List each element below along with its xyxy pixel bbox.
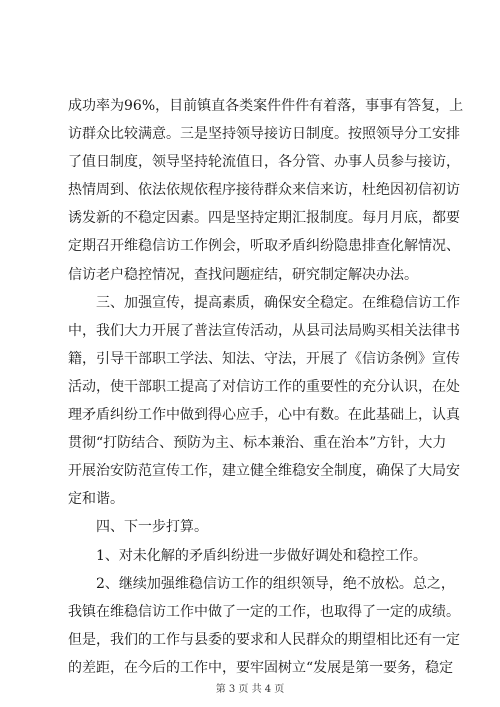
text-line: 的差距，在今后的工作中，要牢固树立“发展是第一要务，稳定: [68, 659, 454, 676]
text-line: 定和谐。: [68, 491, 124, 508]
text-line: 定期召开维稳信访工作例会，听取矛盾纠纷隐患排查化解情况、: [68, 238, 460, 255]
text-line: 热情周到、依法依规依程序接待群众来信来访，杜绝因初信初访: [68, 182, 460, 199]
text-line: 三、加强宣传，提高素质，确保安全稳定。在维稳信访工作: [96, 294, 460, 311]
text-line: 2、继续加强维稳信访工作的组织领导，绝不放松。总之，: [96, 575, 455, 592]
text-line: 开展治安防范宣传工作，建立健全维稳安全制度，确保了大局安: [68, 463, 460, 480]
text-line: 理矛盾纠纷工作中做到得心应手，心中有数。在此基础上，认真: [68, 407, 460, 424]
text-line: 但是，我们的工作与县委的要求和人民群众的期望相比还有一定: [68, 631, 460, 648]
text-line: 四、下一步打算。: [96, 519, 208, 536]
text-line: 成功率为96%，目前镇直各类案件件件有着落，事事有答复，上: [68, 98, 464, 114]
text-line: 籍，引导干部职工学法、知法、守法，开展了《信访条例》宣传: [68, 350, 460, 367]
text-line: 诱发新的不稳定因素。四是坚持定期汇报制度。每月月底，都要: [68, 210, 460, 227]
text-line: 访群众比较满意。三是坚持领导接访日制度。按照领导分工安排: [68, 126, 460, 143]
text-line: 信访老户稳控情况，查找问题症结，研究制定解决办法。: [68, 266, 418, 283]
text-line: 贯彻“打防结合、预防为主、标本兼治、重在治本”方针，大力: [68, 435, 447, 452]
page-footer: 第 3 页 共 4 页: [215, 684, 285, 695]
text-line: 1、对未化解的矛盾纠纷进一步做好调处和稳控工作。: [96, 547, 427, 564]
text-line: 了值日制度，领导坚持轮流值日，各分管、办事人员参与接访，: [68, 154, 460, 171]
text-line: 我镇在维稳信访工作中做了一定的工作，也取得了一定的成绩。: [68, 603, 460, 620]
text-line: 中，我们大力开展了普法宣传活动，从县司法局购买相关法律书: [68, 322, 460, 339]
document-body: [68, 92, 464, 682]
text-line: 活动，使干部职工提高了对信访工作的重要性的充分认识，在处: [68, 378, 460, 395]
